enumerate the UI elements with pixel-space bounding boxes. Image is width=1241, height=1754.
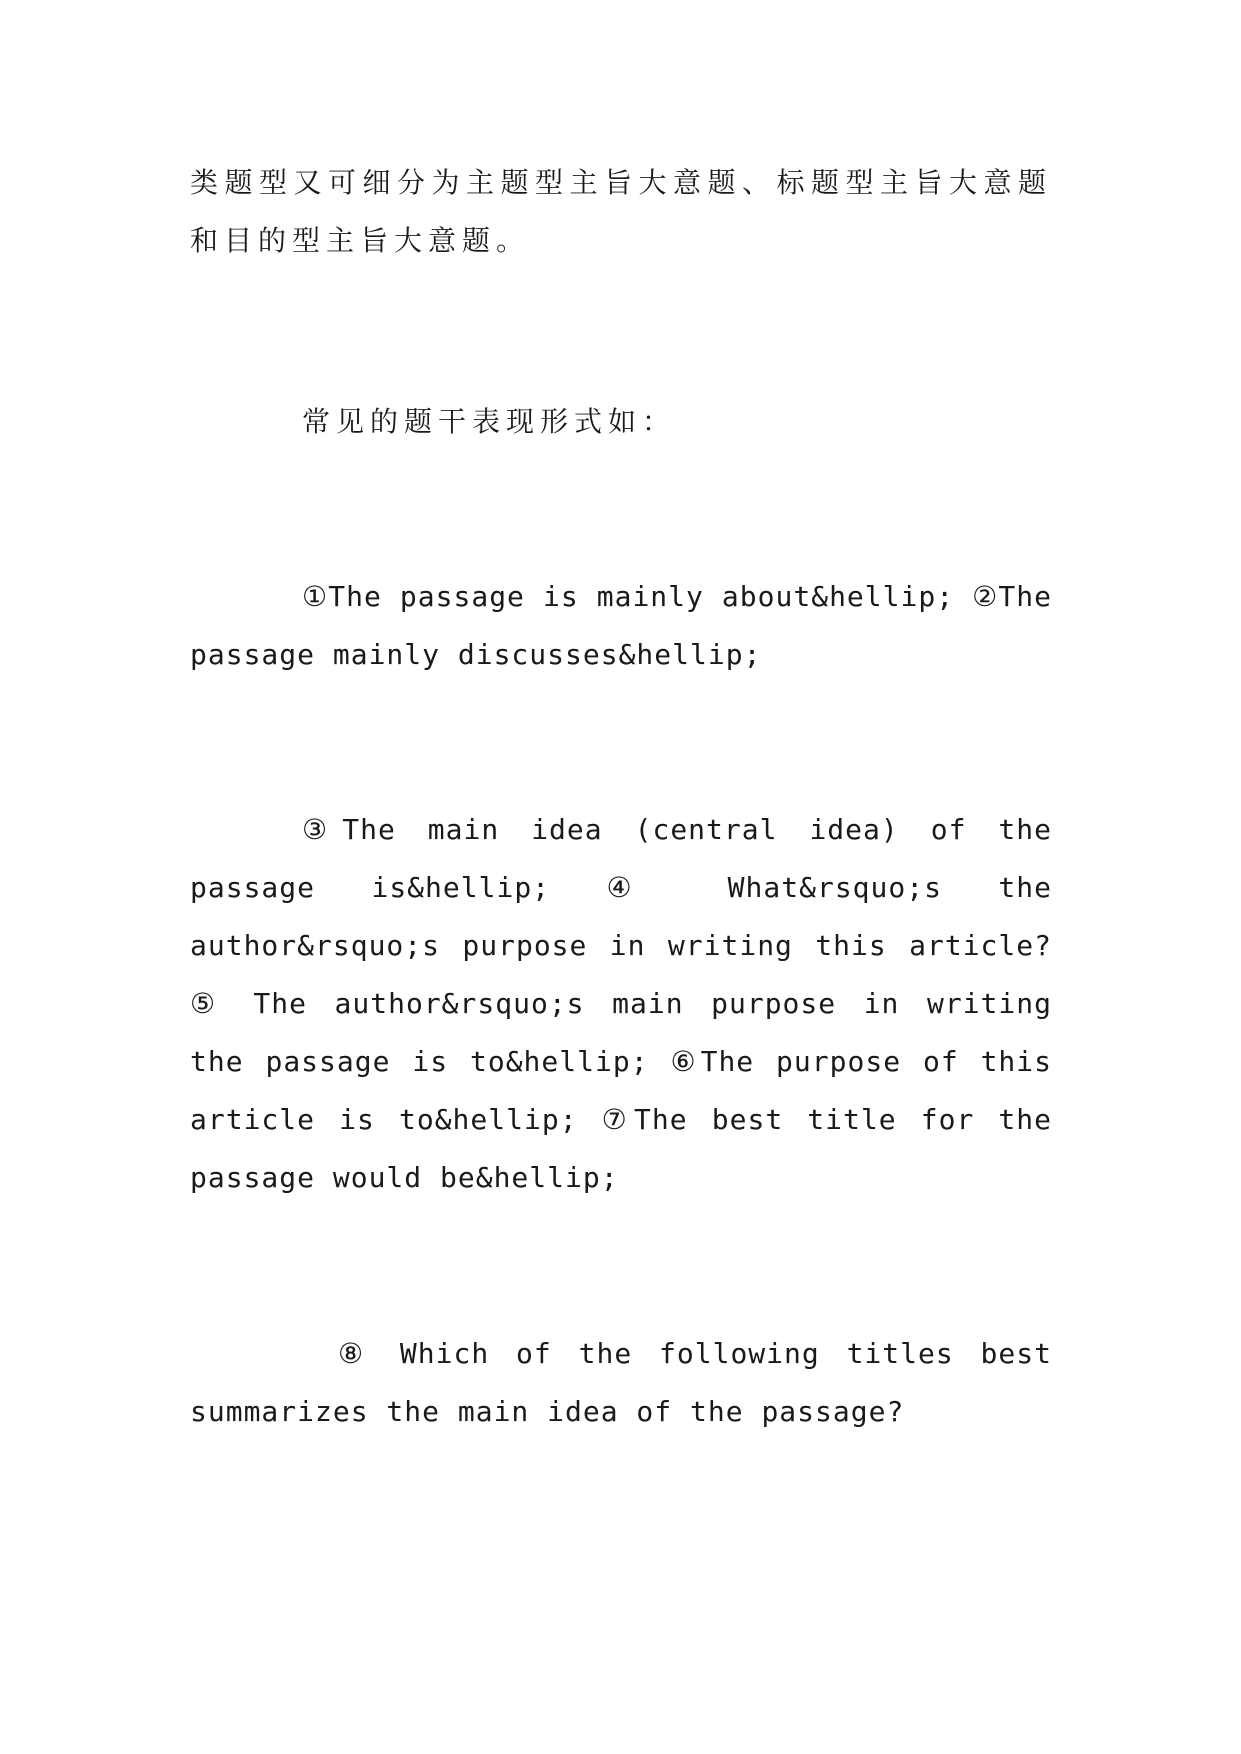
paragraph-examples-3-7: ③The main idea (central idea) of the passage is&hellip; ④ What&rsquo;s the author&rsquo;s purpose in writing this article? ⑤ The author&rsquo;s main purpose in writing the passage is to&hellip; ⑥The purpose of this article is to&hellip; ⑦The best title for the passage would be&hellip; [190, 813, 1052, 1194]
paragraph-example-8: ⑧ Which of the following titles best summarizes the main idea of the passage? [190, 1337, 1052, 1428]
paragraph-common-stems-heading: 常见的题干表现形式如： [302, 405, 677, 438]
paragraph-examples-1-2: ①The passage is mainly about&hellip; ②The passage mainly discusses&hellip; [190, 580, 1052, 671]
paragraph-question-types: 类题型又可细分为主题型主旨大意题、标题型主旨大意题和目的型主旨大意题。 [190, 166, 1052, 257]
